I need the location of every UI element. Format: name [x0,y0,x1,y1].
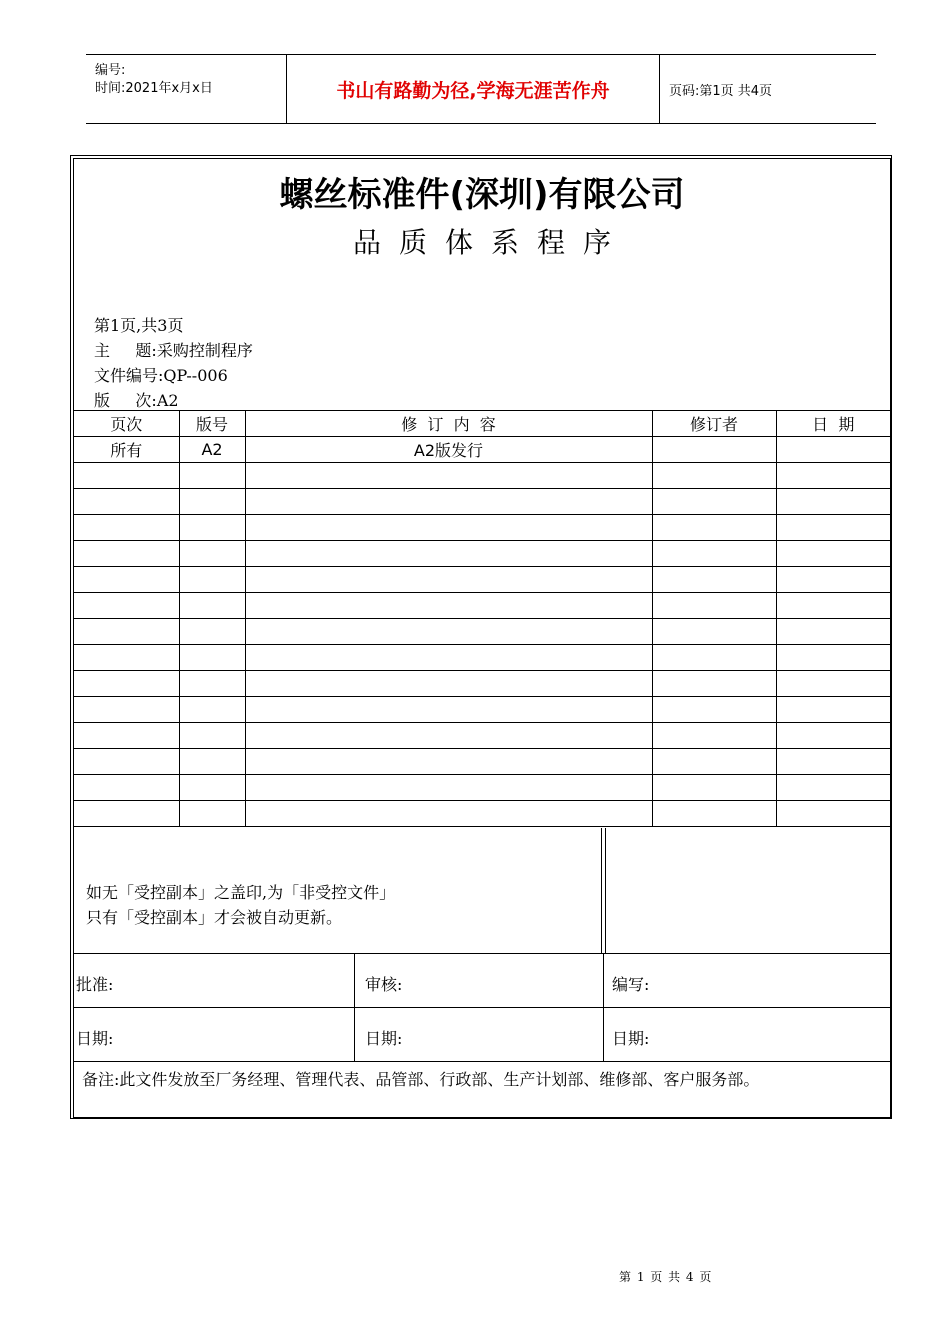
cell-content [245,697,652,723]
cell-version [179,775,245,801]
table-row [74,749,890,775]
prepare-label: 编写: [612,975,650,994]
cell-page [74,567,179,593]
cell-page [74,489,179,515]
cell-date [776,541,890,567]
table-row [74,801,890,827]
cell-page [74,593,179,619]
cell-date [776,723,890,749]
cell-page [74,619,179,645]
notice-divider [601,828,606,953]
cell-date [776,437,890,463]
cell-date [776,463,890,489]
header-meta [86,55,287,123]
cell-version [179,489,245,515]
cell-reviser [652,437,776,463]
col-header-page: 页次 [74,411,179,437]
cell-date [776,645,890,671]
cell-page [74,749,179,775]
cell-content [245,801,652,827]
cell-content [245,489,652,515]
time-label: 时间:2021年x月x日 [95,81,213,96]
cell-date [776,515,890,541]
cell-page [74,723,179,749]
cell-version [179,619,245,645]
table-row [74,671,890,697]
cell-content [245,619,652,645]
company-title: 螺丝标准件(深圳)有限公司 [279,175,685,215]
cell-date [776,567,890,593]
cell-page [74,541,179,567]
document-header [86,54,876,124]
approve-cell [74,954,355,1007]
date-row [74,1008,890,1062]
cell-reviser [652,619,776,645]
cell-version: A2 [179,437,245,463]
cell-reviser [652,749,776,775]
date-label-3: 日期: [612,1029,650,1048]
cell-page [74,515,179,541]
remark: 备注:此文件发放至厂务经理、管理代表、品管部、行政部、生产计划部、维修部、客户服务部。 [82,1070,760,1089]
table-row [74,489,890,515]
cell-content [245,645,652,671]
cell-version [179,697,245,723]
cell-reviser [652,723,776,749]
subject: 主 题:采购控制程序 [94,341,253,360]
cell-page: 所有 [74,437,179,463]
review-label: 审核: [365,975,403,994]
cell-version [179,567,245,593]
col-header-version: 版号 [179,411,245,437]
cell-page [74,801,179,827]
table-row [74,593,890,619]
cell-version [179,671,245,697]
cell-date [776,697,890,723]
date-label-1: 日期: [76,1029,114,1048]
cell-reviser [652,541,776,567]
col-header-date: 日 期 [776,411,890,437]
prepare-cell [604,954,890,1007]
col-header-content: 修 订 内 容 [245,411,652,437]
table-row [74,775,890,801]
date-cell-2 [355,1008,604,1061]
table-row [74,567,890,593]
cell-reviser [652,515,776,541]
table-row [74,723,890,749]
cell-date [776,775,890,801]
cell-version [179,593,245,619]
notice-line-2: 只有「受控副本」才会被自动更新。 [86,908,343,927]
cell-content [245,749,652,775]
col-header-reviser: 修订者 [652,411,776,437]
cell-date [776,749,890,775]
cell-date [776,801,890,827]
document-subtitle: 品质体系程序 [352,226,629,259]
cell-date [776,671,890,697]
table-row [74,515,890,541]
cell-version [179,645,245,671]
cell-version [179,723,245,749]
date-label-2: 日期: [365,1029,403,1048]
cell-page [74,775,179,801]
cell-reviser [652,463,776,489]
cell-content [245,515,652,541]
cell-page [74,697,179,723]
document-body [73,158,891,1118]
file-number: 文件编号:QP--006 [94,366,228,385]
review-cell [355,954,604,1007]
revision-table-header [74,411,890,437]
page-info: 第1页,共3页 [94,316,184,335]
cell-version [179,541,245,567]
cell-version [179,463,245,489]
cell-content [245,593,652,619]
table-row [74,541,890,567]
cell-version [179,749,245,775]
cell-version [179,801,245,827]
cell-page [74,645,179,671]
date-cell-1 [74,1008,355,1061]
table-row [74,463,890,489]
table-row [74,437,890,463]
number-label: 编号: [95,63,126,78]
cell-page [74,671,179,697]
cell-reviser [652,489,776,515]
cell-content [245,463,652,489]
approval-section [74,954,890,1061]
cell-reviser [652,801,776,827]
cell-date [776,619,890,645]
cell-content [245,775,652,801]
motto: 书山有路勤为径,学海无涯苦作舟 [287,55,660,123]
cell-reviser [652,775,776,801]
cell-content [245,723,652,749]
cell-content [245,567,652,593]
cell-content [245,541,652,567]
table-row [74,697,890,723]
notice-text [86,880,395,930]
cell-date [776,593,890,619]
page-label: 页码:第1页 共4页 [669,84,773,99]
cell-version [179,515,245,541]
revision-table [74,410,890,827]
cell-page [74,463,179,489]
version: 版 次:A2 [94,391,179,410]
cell-reviser [652,593,776,619]
cell-reviser [652,697,776,723]
cell-content [245,671,652,697]
date-cell-3 [604,1008,890,1061]
control-notice [74,828,890,954]
page-footer: 第 1 页 共 4 页 [619,1270,713,1284]
cell-reviser [652,671,776,697]
cell-reviser [652,567,776,593]
cell-date [776,489,890,515]
approval-row [74,954,890,1008]
cell-content: A2版发行 [245,437,652,463]
approve-label: 批准: [76,975,114,994]
notice-line-1: 如无「受控副本」之盖印,为「非受控文件」 [86,883,396,902]
table-row [74,645,890,671]
table-row [74,619,890,645]
cell-reviser [652,645,776,671]
document-frame [70,155,892,1119]
